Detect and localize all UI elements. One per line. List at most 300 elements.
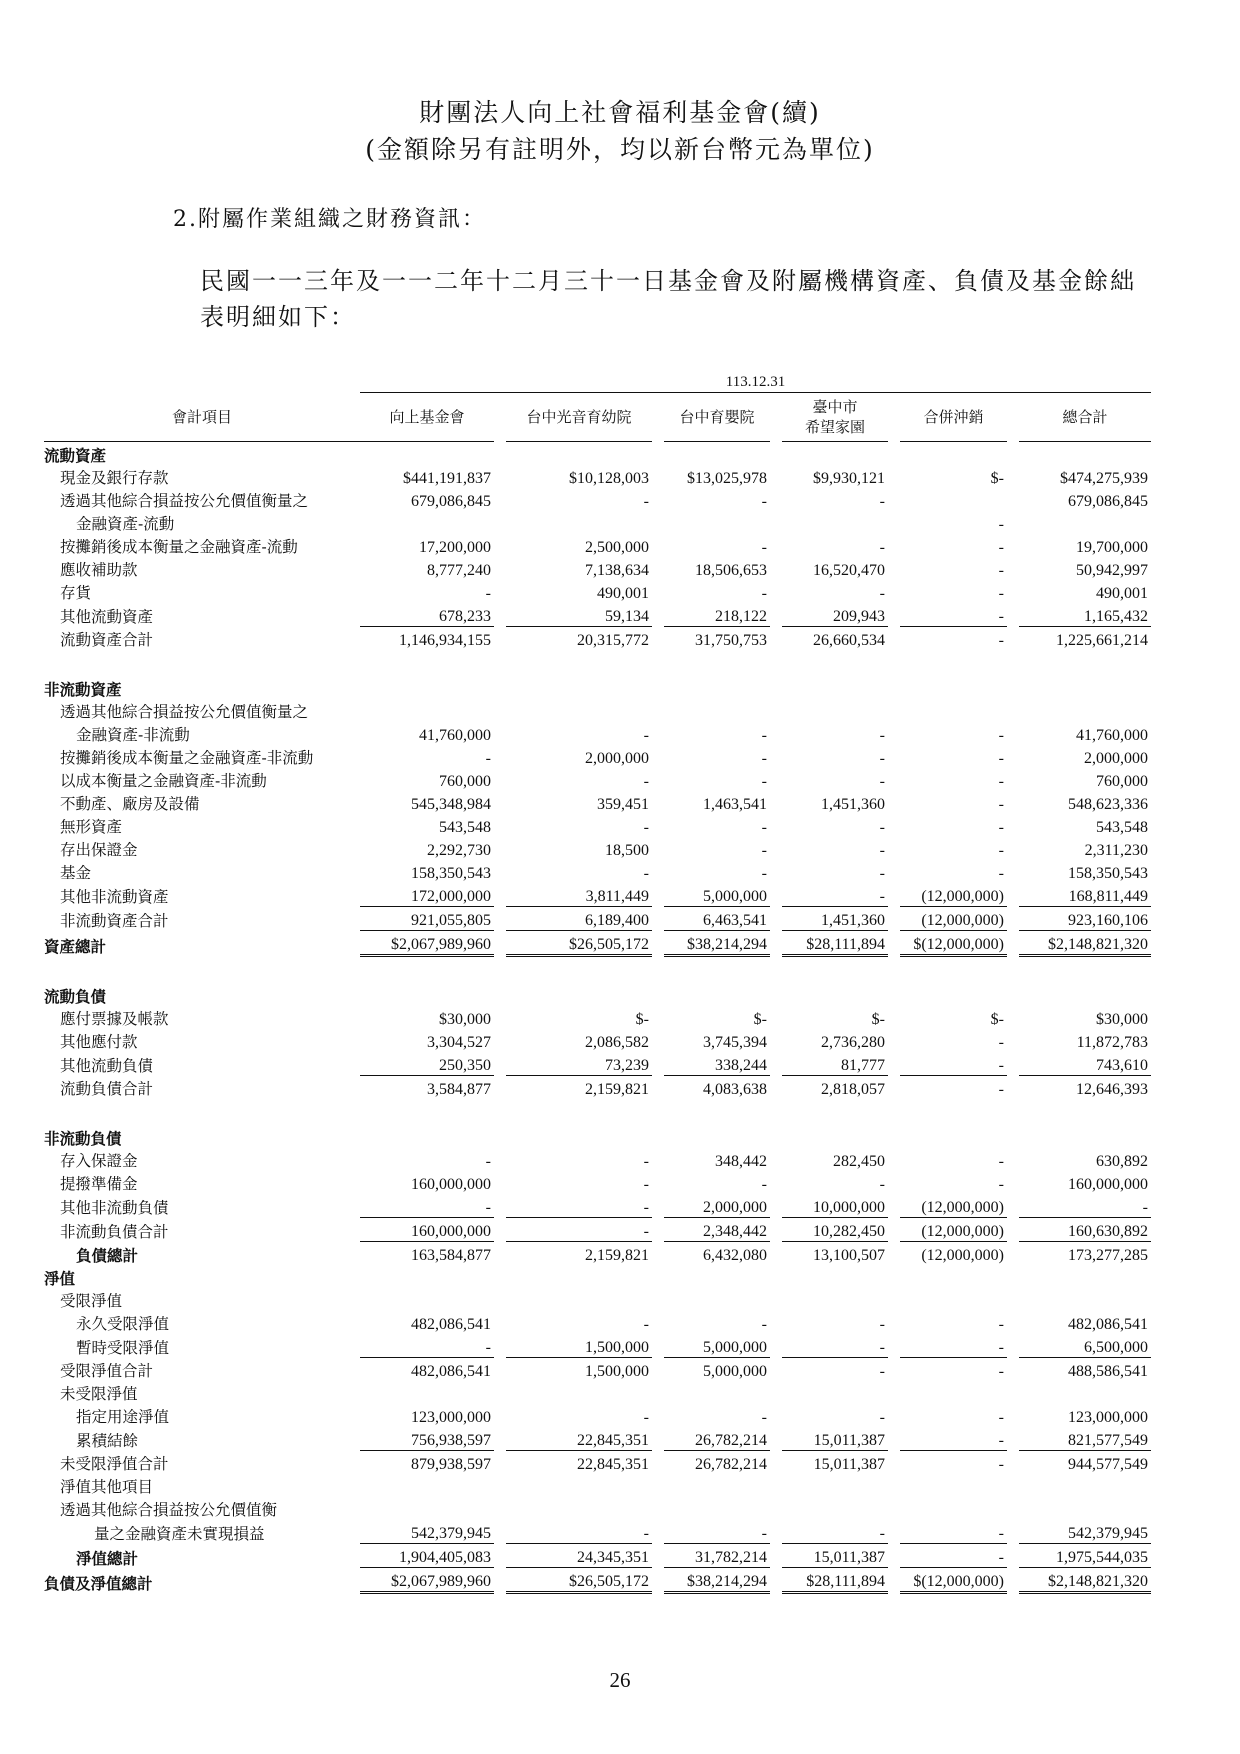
amount-cell: - — [761, 1525, 767, 1542]
amount-cell: 542,379,945 — [1068, 1525, 1148, 1542]
column-gap — [888, 1427, 900, 1451]
amount-cell: 743,610 — [1096, 1057, 1148, 1074]
amount-cell: - — [643, 493, 649, 510]
amount-cell: $- — [635, 1011, 649, 1028]
column-gap — [494, 534, 506, 557]
amount-cell: 482,086,541 — [360, 1358, 494, 1382]
column-gap — [494, 1148, 506, 1171]
column-gap — [770, 1148, 782, 1171]
amount-cell: 3,584,877 — [360, 1076, 494, 1100]
table-row — [44, 1052, 1151, 1076]
column-gap — [494, 699, 506, 722]
amount-cell: - — [643, 865, 649, 882]
amount-cell — [1019, 1125, 1151, 1148]
column-gap — [494, 1381, 506, 1404]
column-gap — [494, 1427, 506, 1451]
amount-cell — [782, 511, 888, 534]
column-gap — [1007, 1006, 1019, 1029]
amount-cell: 16,520,470 — [813, 562, 885, 579]
column-header: 合併沖銷 — [900, 393, 1007, 442]
column-gap — [888, 1520, 900, 1544]
amount-cell: - — [998, 585, 1004, 602]
table-row — [44, 676, 1151, 699]
amount-cell — [664, 699, 770, 722]
amount-cell: - — [761, 539, 767, 556]
amount-cell: 1,463,541 — [703, 796, 767, 813]
amount-cell — [664, 1099, 770, 1125]
column-gap — [494, 1311, 506, 1334]
column-gap — [770, 768, 782, 791]
column-gap — [888, 931, 900, 956]
column-gap — [494, 1358, 506, 1382]
amount-cell: 17,200,000 — [419, 539, 491, 556]
row-label: 提撥準備金 — [60, 1175, 138, 1193]
table-row — [44, 1265, 1151, 1288]
column-gap — [770, 603, 782, 627]
column-gap — [1007, 768, 1019, 791]
column-gap — [770, 1497, 782, 1520]
amount-cell: 250,350 — [439, 1057, 491, 1074]
column-gap — [888, 488, 900, 511]
amount-cell: - — [998, 1153, 1004, 1170]
column-gap — [494, 1265, 506, 1288]
column-gap — [1007, 1148, 1019, 1171]
amount-cell: 19,700,000 — [1076, 539, 1148, 556]
column-gap — [652, 1076, 664, 1100]
table-row — [44, 1544, 1151, 1568]
column-gap — [770, 699, 782, 722]
table-row — [44, 1242, 1151, 1266]
column-header: 會計項目 — [44, 393, 360, 442]
amount-cell: $441,191,837 — [403, 470, 491, 487]
table-row — [44, 1099, 1151, 1125]
amount-cell: - — [761, 750, 767, 767]
column-gap — [770, 511, 782, 534]
table-row — [44, 511, 1151, 534]
amount-cell: - — [998, 1316, 1004, 1333]
table-row — [44, 791, 1151, 814]
table-row — [44, 860, 1151, 883]
column-gap — [1007, 791, 1019, 814]
amount-cell: - — [879, 819, 885, 836]
row-label: 累積結餘 — [76, 1431, 139, 1450]
row-label: 無形資產 — [60, 818, 123, 836]
amount-cell — [506, 442, 652, 466]
amount-cell — [506, 650, 652, 676]
column-gap — [888, 1052, 900, 1076]
column-gap — [888, 1544, 900, 1568]
column-gap — [1007, 627, 1019, 651]
column-gap — [770, 1520, 782, 1544]
column-gap — [494, 511, 506, 534]
column-gap — [1007, 1311, 1019, 1334]
amount-cell — [900, 1125, 1007, 1148]
column-gap — [1007, 1568, 1019, 1593]
amount-cell: 679,086,845 — [411, 493, 491, 510]
amount-cell: $474,275,939 — [1060, 470, 1148, 487]
column-gap — [770, 1568, 782, 1593]
amount-cell: 3,304,527 — [427, 1034, 491, 1051]
column-gap — [888, 699, 900, 722]
column-gap — [770, 1052, 782, 1076]
row-label: 流動負債 — [44, 987, 107, 1006]
row-label: 流動資產 — [44, 446, 107, 465]
column-gap — [652, 1404, 664, 1427]
column-gap — [494, 837, 506, 860]
table-row — [44, 931, 1151, 956]
row-label: 未受限淨值合計 — [60, 1455, 169, 1473]
row-label: 指定用途淨值 — [76, 1408, 170, 1426]
amount-cell: - — [879, 1339, 885, 1356]
amount-cell: - — [998, 819, 1004, 836]
amount-cell: 2,500,000 — [585, 539, 649, 556]
amount-cell — [360, 650, 494, 676]
amount-cell: $10,128,003 — [569, 470, 649, 487]
amount-cell — [506, 1265, 652, 1288]
amount-cell — [782, 1497, 888, 1520]
column-gap — [1007, 1520, 1019, 1544]
amount-cell — [360, 1265, 494, 1288]
table-row — [44, 557, 1151, 580]
column-gap — [652, 580, 664, 603]
column-gap — [652, 1520, 664, 1544]
table-row — [44, 627, 1151, 651]
amount-cell: - — [998, 773, 1004, 790]
amount-cell — [900, 1497, 1007, 1520]
column-gap — [494, 1218, 506, 1242]
amount-cell — [1019, 442, 1151, 466]
row-label: 透過其他綜合損益按公允價值衡量之 — [60, 492, 309, 510]
column-gap — [652, 814, 664, 837]
column-gap — [652, 931, 664, 956]
amount-cell — [900, 1474, 1007, 1497]
amount-cell: - — [900, 1076, 1007, 1100]
column-gap — [652, 1052, 664, 1076]
column-gap — [1007, 393, 1019, 442]
column-gap — [770, 883, 782, 907]
column-gap — [770, 745, 782, 768]
column-gap — [652, 883, 664, 907]
column-gap — [1007, 1358, 1019, 1382]
amount-cell — [1019, 511, 1151, 534]
column-gap — [1007, 580, 1019, 603]
amount-cell: - — [761, 1316, 767, 1333]
column-gap — [652, 534, 664, 557]
column-gap — [1007, 1381, 1019, 1404]
row-label: 金融資產-非流動 — [76, 726, 190, 744]
amount-cell: - — [761, 1176, 767, 1193]
column-gap — [888, 814, 900, 837]
row-label: 應付票據及帳款 — [60, 1010, 169, 1028]
amount-cell — [782, 699, 888, 722]
table-row — [44, 745, 1151, 768]
amount-cell: 15,011,387 — [813, 1432, 885, 1449]
amount-cell — [360, 511, 494, 534]
column-gap — [1007, 814, 1019, 837]
amount-cell — [360, 1381, 494, 1404]
amount-cell: $9,930,121 — [813, 470, 885, 487]
amount-cell — [782, 956, 888, 984]
column-gap — [652, 465, 664, 488]
table-row — [44, 956, 1151, 984]
row-label: 資產總計 — [44, 936, 107, 956]
amount-cell: 679,086,845 — [1068, 493, 1148, 510]
row-label: 存貨 — [60, 584, 92, 602]
row-label: 量之金融資產未實現損益 — [94, 1524, 265, 1543]
amount-cell: 218,122 — [715, 608, 767, 625]
column-gap — [770, 627, 782, 651]
row-label: 淨值 — [44, 1269, 76, 1288]
amount-cell: 1,165,432 — [1084, 608, 1148, 625]
amount-cell: 15,011,387 — [782, 1451, 888, 1475]
amount-cell: 760,000 — [1096, 773, 1148, 790]
amount-cell: $38,214,294 — [664, 1568, 770, 1593]
column-gap — [494, 1171, 506, 1194]
amount-cell: 7,138,634 — [585, 562, 649, 579]
amount-cell: (12,000,000) — [900, 1218, 1007, 1242]
amount-cell — [664, 1497, 770, 1520]
amount-cell: - — [485, 1339, 491, 1356]
column-gap — [770, 557, 782, 580]
amount-cell — [360, 1125, 494, 1148]
amount-cell: - — [998, 1339, 1004, 1356]
column-gap — [494, 676, 506, 699]
row-label: 非流動負債合計 — [60, 1222, 169, 1241]
column-gap — [1007, 1125, 1019, 1148]
table-row — [44, 580, 1151, 603]
amount-cell — [360, 442, 494, 466]
amount-cell: - — [900, 627, 1007, 651]
amount-cell: 756,938,597 — [411, 1432, 491, 1449]
table-row — [44, 1358, 1151, 1382]
column-gap — [1007, 1076, 1019, 1100]
column-gap — [652, 650, 664, 676]
column-gap — [888, 650, 900, 676]
amount-cell: 41,760,000 — [1076, 727, 1148, 744]
column-gap — [1007, 837, 1019, 860]
amount-cell: 2,292,730 — [427, 842, 491, 859]
amount-cell: 173,277,285 — [1019, 1242, 1151, 1266]
amount-cell — [506, 511, 652, 534]
column-gap — [494, 1125, 506, 1148]
amount-cell: 81,777 — [841, 1057, 885, 1074]
amount-cell: $2,067,989,960 — [360, 931, 494, 956]
amount-cell: - — [643, 727, 649, 744]
column-gap — [888, 557, 900, 580]
amount-cell — [900, 699, 1007, 722]
table-row — [44, 1474, 1151, 1497]
amount-cell — [1019, 1381, 1151, 1404]
amount-cell: - — [761, 842, 767, 859]
amount-cell — [1019, 956, 1151, 984]
table-row — [44, 1568, 1151, 1593]
column-gap — [494, 768, 506, 791]
amount-cell — [782, 1381, 888, 1404]
column-gap — [888, 534, 900, 557]
amount-cell: $13,025,978 — [687, 470, 767, 487]
table-row — [44, 1451, 1151, 1475]
column-gap — [652, 1334, 664, 1358]
column-gap — [888, 1334, 900, 1358]
column-gap — [888, 1148, 900, 1171]
row-label: 淨值其他項目 — [60, 1478, 154, 1496]
amount-cell: 26,782,214 — [664, 1451, 770, 1475]
amount-cell: 24,345,351 — [506, 1544, 652, 1568]
column-gap — [770, 650, 782, 676]
amount-cell: - — [761, 727, 767, 744]
column-header: 台中育嬰院 — [664, 393, 770, 442]
column-gap — [1007, 745, 1019, 768]
column-gap — [888, 603, 900, 627]
amount-cell: 6,500,000 — [1084, 1339, 1148, 1356]
table-row — [44, 1497, 1151, 1520]
amount-cell — [360, 1288, 494, 1311]
amount-cell: 4,083,638 — [664, 1076, 770, 1100]
amount-cell — [506, 956, 652, 984]
amount-cell — [506, 1125, 652, 1148]
table-row — [44, 768, 1151, 791]
amount-cell — [360, 1474, 494, 1497]
row-label: 存入保證金 — [60, 1152, 138, 1170]
amount-cell: 59,134 — [605, 608, 649, 625]
column-gap — [652, 488, 664, 511]
amount-cell: $- — [871, 1011, 885, 1028]
page-number: 26 — [609, 1668, 631, 1692]
column-gap — [770, 1171, 782, 1194]
row-label: 非流動負債 — [44, 1129, 122, 1148]
row-label: 負債總計 — [76, 1246, 139, 1265]
amount-cell: 10,000,000 — [813, 1199, 885, 1216]
amount-cell: - — [643, 1199, 649, 1216]
amount-cell: $(12,000,000) — [900, 931, 1007, 956]
column-gap — [770, 534, 782, 557]
amount-cell: 15,011,387 — [782, 1544, 888, 1568]
table-row — [44, 883, 1151, 907]
row-label: 透過其他綜合損益按公允價值衡 — [60, 1501, 278, 1519]
section-heading: 2.附屬作業組織之財務資訊： — [173, 207, 486, 232]
amount-cell: - — [643, 1525, 649, 1542]
table-row — [44, 814, 1151, 837]
amount-cell: 3,811,449 — [585, 888, 649, 905]
amount-cell: 10,282,450 — [782, 1218, 888, 1242]
table-row — [44, 1218, 1151, 1242]
amount-cell: 11,872,783 — [1076, 1034, 1148, 1051]
column-gap — [494, 603, 506, 627]
table-row — [44, 983, 1151, 1006]
amount-cell: - — [879, 585, 885, 602]
column-gap — [888, 1006, 900, 1029]
amount-cell: - — [998, 608, 1004, 625]
table-row — [44, 1006, 1151, 1029]
column-header-line: 希望家園 — [804, 418, 865, 436]
amount-cell — [1019, 676, 1151, 699]
column-gap — [494, 814, 506, 837]
column-gap — [888, 1029, 900, 1052]
column-gap — [888, 791, 900, 814]
amount-cell: - — [879, 493, 885, 510]
amount-cell: - — [998, 1057, 1004, 1074]
column-gap — [1007, 956, 1019, 984]
table-row — [44, 603, 1151, 627]
column-gap — [652, 1242, 664, 1266]
column-gap — [888, 1288, 900, 1311]
amount-cell — [360, 699, 494, 722]
amount-cell — [664, 983, 770, 1006]
column-gap — [770, 1194, 782, 1218]
column-gap — [888, 1076, 900, 1100]
amount-cell: 921,055,805 — [360, 907, 494, 931]
column-gap — [652, 1544, 664, 1568]
amount-cell: $28,111,894 — [782, 931, 888, 956]
table-row — [44, 1427, 1151, 1451]
amount-cell: 5,000,000 — [703, 1339, 767, 1356]
amount-cell: 543,548 — [439, 819, 491, 836]
amount-cell: 41,760,000 — [419, 727, 491, 744]
amount-cell: 158,350,543 — [1068, 865, 1148, 882]
column-gap — [652, 907, 664, 931]
amount-cell — [782, 650, 888, 676]
column-gap — [494, 1334, 506, 1358]
column-gap — [888, 1265, 900, 1288]
table-row — [44, 1194, 1151, 1218]
column-gap — [1007, 511, 1019, 534]
amount-cell: - — [761, 819, 767, 836]
amount-cell: (12,000,000) — [900, 1242, 1007, 1266]
amount-cell — [782, 1474, 888, 1497]
column-gap — [652, 627, 664, 651]
column-gap — [770, 907, 782, 931]
amount-cell — [664, 650, 770, 676]
row-label: 流動負債合計 — [60, 1080, 154, 1098]
amount-cell: 879,938,597 — [360, 1451, 494, 1475]
column-gap — [770, 1311, 782, 1334]
amount-cell: 6,189,400 — [506, 907, 652, 931]
amount-cell: 123,000,000 — [411, 1409, 491, 1426]
page-subtitle: (金額除另有註明外，均以新台幣元為單位) — [365, 135, 875, 164]
amount-cell: 22,845,351 — [506, 1451, 652, 1475]
column-gap — [652, 768, 664, 791]
amount-cell: 158,350,543 — [411, 865, 491, 882]
amount-cell: - — [879, 842, 885, 859]
amount-cell — [506, 1099, 652, 1125]
amount-cell: - — [485, 1153, 491, 1170]
column-gap — [652, 1194, 664, 1218]
column-gap — [770, 1242, 782, 1266]
table-row — [44, 1520, 1151, 1544]
amount-cell — [360, 956, 494, 984]
column-gap — [770, 1451, 782, 1475]
amount-cell: 50,942,997 — [1076, 562, 1148, 579]
column-gap — [1007, 1474, 1019, 1497]
amount-cell — [506, 1497, 652, 1520]
table-row — [44, 1171, 1151, 1194]
amount-cell: 2,000,000 — [703, 1199, 767, 1216]
page-title: 財團法人向上社會福利基金會(續) — [419, 98, 821, 127]
column-gap — [652, 1568, 664, 1593]
amount-cell: $(12,000,000) — [900, 1568, 1007, 1593]
table-row — [44, 650, 1151, 676]
amount-cell: - — [485, 585, 491, 602]
column-gap — [888, 1311, 900, 1334]
column-gap — [494, 1242, 506, 1266]
amount-cell — [782, 1265, 888, 1288]
column-gap — [888, 1404, 900, 1427]
column-gap — [652, 603, 664, 627]
column-gap — [1007, 1497, 1019, 1520]
column-gap — [770, 983, 782, 1006]
amount-cell: 2,159,821 — [506, 1242, 652, 1266]
amount-cell: - — [998, 516, 1004, 533]
